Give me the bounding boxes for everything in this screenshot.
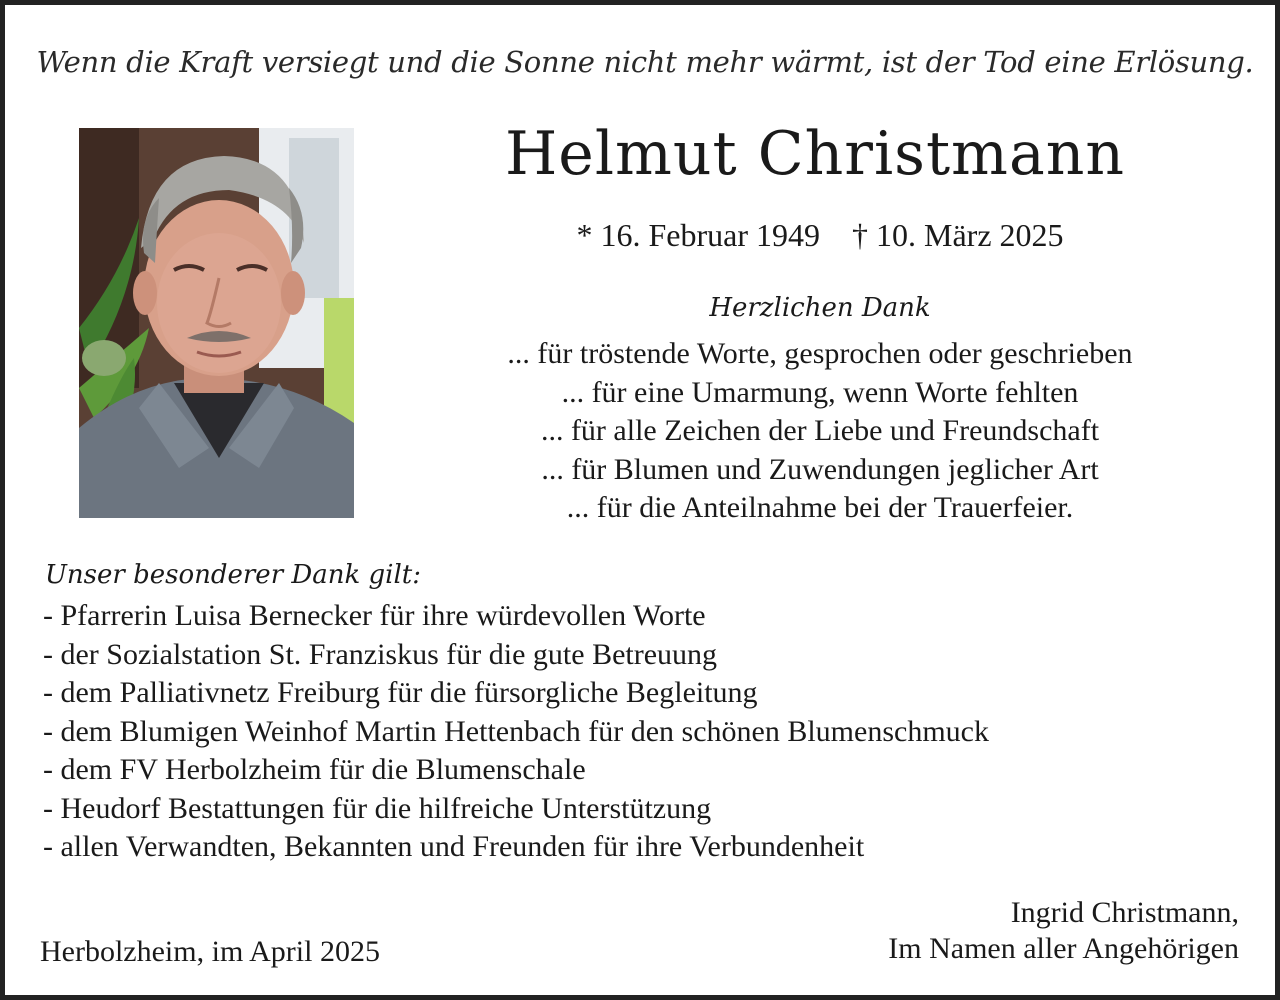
- list-item: - Heudorf Bestattungen für die hilfreiche Unterstützung: [43, 791, 712, 825]
- thanks-heading: Herzlichen Dank: [709, 293, 931, 323]
- thanks-line: ... für eine Umarmung, wenn Worte fehlten: [561, 375, 1079, 409]
- list-item: - dem FV Herbolzheim für die Blumenschale: [43, 753, 586, 786]
- list-item: - dem Blumigen Weinhof Martin Hettenbach für den schönen Blumenschmuck: [43, 714, 989, 748]
- life-dates: [405, 217, 1235, 254]
- portrait-photo: [79, 128, 354, 518]
- list-item: - der Sozialstation St. Franziskus für die gute Betreuung: [43, 637, 718, 671]
- signature-note: Im Namen aller Angehörigen: [888, 932, 1239, 965]
- signature-name: Ingrid Christmann,: [1010, 896, 1239, 929]
- thanks-line: ... für tröstende Worte, gesprochen oder geschrieben: [507, 337, 1133, 370]
- death-date: † 10. März 2025: [852, 217, 1064, 253]
- thanks-line: ... für alle Zeichen der Liebe und Freundschaft: [540, 414, 1100, 447]
- special-thanks-heading: Unser besonderer Dank gilt:: [45, 560, 421, 590]
- list-item: - allen Verwandten, Bekannten und Freunden für ihre Verbundenheit: [43, 830, 865, 863]
- signature-block: [888, 895, 1239, 967]
- birth-date: * 16. Februar 1949: [576, 217, 820, 253]
- special-thanks-list: [43, 597, 1243, 867]
- place-date: Herbolzheim, im April 2025: [40, 935, 380, 968]
- motto-quote: Wenn die Kraft versiegt und die Sonne nicht mehr wärmt, ist der Tod eine Erlösung.: [36, 45, 1254, 79]
- list-item: - Pfarrerin Luisa Bernecker für ihre würdevollen Worte: [43, 599, 706, 632]
- deceased-name: Helmut Christmann: [504, 119, 1126, 189]
- thanks-lines: [405, 335, 1235, 528]
- thanks-line: ... für die Anteilnahme bei der Trauerfeier.: [566, 491, 1074, 524]
- list-item: - dem Palliativnetz Freiburg für die fürsorgliche Begleitung: [43, 676, 758, 709]
- thanks-line: ... für Blumen und Zuwendungen jeglicher Art: [541, 452, 1099, 486]
